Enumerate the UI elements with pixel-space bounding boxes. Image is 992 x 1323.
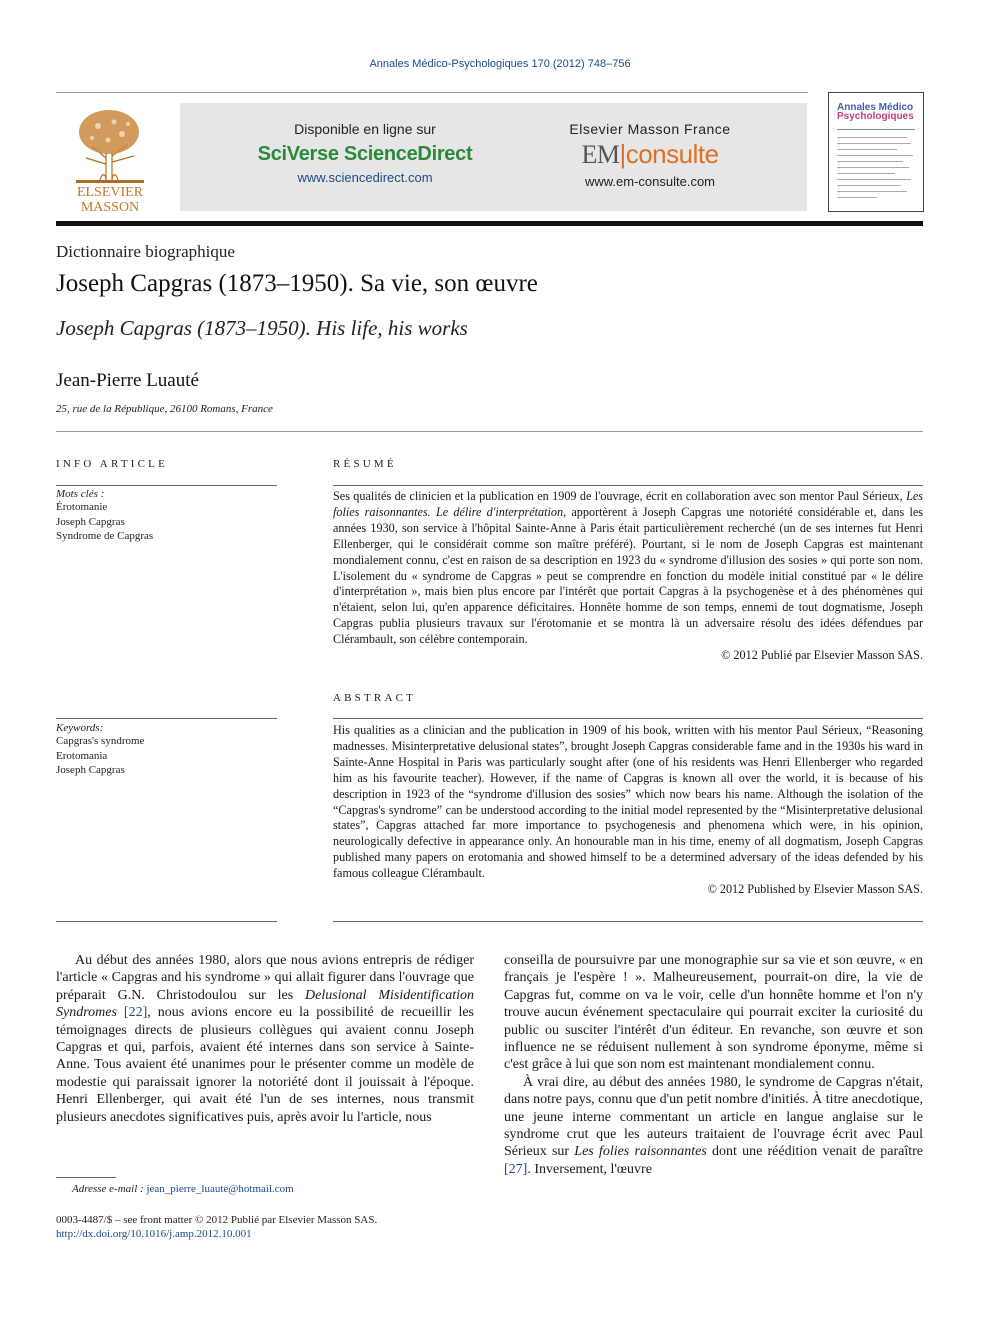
author-name: Jean-Pierre Luauté	[56, 370, 199, 391]
body-column-1	[56, 952, 474, 1126]
section-label: Dictionnaire biographique	[56, 242, 235, 261]
book-title: Les folies raisonnantes. Le délire d'interprétation	[333, 489, 923, 519]
paragraph: À vrai dire, au début des années 1980, le syndrome de Capgras n'était, dans notre pays, connu que d'un petit nombre d'initiés. À titre anecdotique, une jeune interne commentant un article en langue anglaise sur le syndrome crut que les auteurs traitaient de l'ouvrage écrit avec Paul Sérieux sur Les folies raisonnantes dont une réédition venait de paraître [27]. Inversement, l'œuvre	[504, 1074, 923, 1177]
em-logo-part: EM	[581, 140, 620, 169]
keywords-en	[56, 722, 276, 778]
header-divider	[56, 92, 808, 93]
journal-reference[interactable]: Annales Médico-Psychologiques 170 (2012) 748–756	[369, 58, 631, 70]
article-title-fr: Joseph Capgras (1873–1950). Sa vie, son œuvre	[56, 270, 538, 297]
sciencedirect-link[interactable]: www.sciencedirect.com	[297, 170, 433, 185]
abstract-end-rule	[333, 921, 923, 922]
abstract-copyright: © 2012 Published by Elsevier Masson SAS.	[707, 882, 923, 897]
available-online-label: Disponible en ligne sur	[294, 121, 436, 137]
abstract-heading: ABSTRACT	[333, 692, 417, 704]
abstract-rule	[333, 718, 923, 719]
author-email-link[interactable]: jean_pierre_luaute@hotmail.com	[146, 1183, 294, 1195]
header-thick-rule	[56, 221, 923, 226]
svg-text:ELSEVIER: ELSEVIER	[76, 185, 144, 200]
email-footnote	[72, 1183, 294, 1195]
author-affiliation: 25, rue de la République, 26100 Romans, France	[56, 403, 273, 415]
info-article-heading: INFO ARTICLE	[56, 458, 168, 470]
journal-cover-thumbnail[interactable]	[828, 92, 924, 212]
keyword: Joseph Capgras	[56, 764, 125, 776]
reference-link[interactable]: [27]	[504, 1161, 528, 1177]
keyword: Capgras's syndrome	[56, 735, 145, 747]
resume-rule	[333, 485, 923, 486]
article-title-en: Joseph Capgras (1873–1950). His life, his works	[56, 316, 468, 340]
svg-text:MASSON: MASSON	[80, 200, 140, 214]
keyword: Erotomania	[56, 749, 108, 762]
info-rule	[56, 718, 277, 719]
tree-logo-icon	[62, 102, 158, 214]
body-column-2	[504, 952, 923, 1178]
keywords-fr	[56, 488, 276, 544]
keyword: Érotomanie	[56, 501, 108, 513]
consulte-logo-part: consulte	[625, 139, 719, 169]
info-rule	[56, 921, 277, 922]
email-label: Adresse e-mail :	[72, 1183, 144, 1195]
elsevier-masson-logo	[62, 102, 158, 214]
footnote-rule	[56, 1177, 116, 1178]
abstract-body: His qualities as a clinician and the publication in 1909 of his book, written with his mentor Paul Sérieux, “Reasoning madnesses. Misinterpretative delusional states”, brought Joseph Capgras considerable fame and in the 1930s his ward in Sainte-Anne Hospital in Paris was particularly sought after (one of his residents was Henri Ellenberger who regarded him as his favourite teacher). However, if the name of Capgras is known all over the world, it is because of his description in 1923 of the “syndrome d'illusion des sosies” which now bears his name. Although the isolation of the “Capgras's syndrome” can be understood according to the initial model represented by the “Misinterpretative delusional states”, Capgras attached far more importance to psychogenesis and phenomena which were, in his opinion, neurologically defective in appearance only. An honourable man in his time, enemy of all dogmatism, Joseph Capgras published many papers on erotomania and showed himself to be a determined adversary of the ideas defended by his famous colleague Clérambault. © 2012 Published by Elsevier Masson SAS.	[333, 723, 923, 897]
em-consulte-link[interactable]: www.em-consulte.com	[584, 174, 716, 189]
platform-banner	[180, 103, 807, 211]
title-divider	[56, 431, 923, 432]
paragraph: Au début des années 1980, alors que nous avions entrepris de rédiger l'article « Capgras and his syndrome » qui allait figurer dans l'ouvrage que préparait G.N. Christodoulou sur les Delusional Misidentification Syndromes [22], nous avions encore eu la possibilité de recueillir les témoignages directs de plusieurs collègues qui avaient connu Joseph Capgras et qui, parfois, avaient été internes dans son service à Sainte-Anne. Tous avaient été unanimes pour le présenter comme un modèle de modestie qui paraissait ignorer la notoriété dont il jouissait à l'époque. Henri Ellenberger, qui avait été l'un de ses internes, nous transmit plusieurs anecdotes significatives puis, après avoir lu l'article, nous	[56, 953, 474, 1125]
resume-body: Ses qualités de clinicien et la publication en 1909 de l'ouvrage, écrit en collaboration avec son mentor Paul Sérieux, Les folies raisonnantes. Le délire d'interprétation, apportèrent à Joseph Capgras une notoriété considérable et, dans les années 1930, son service à l'hôpital Sainte-Anne à Paris était particulièrement recherché (un de ses internes fut Henri Ellenberger, qui le considérait comme son maître préféré). Pourtant, si le nom de Joseph Capgras est maintenant mondialement connu, c'est en raison de sa description en 1923 du « syndrome d'illusion des sosies » qui porte son nom. L'isolement du « syndrome de Capgras » peut se comprendre en fonction du modèle initial constitué par « le délire d'interprétation », mais bien plus encore par l'intérêt que portait Capgras à la psychogenèse et à des phénomènes qui n'étaient, selon lui, qu'en apparence déficitaires. Honnête homme de son temps, ennemi de tout dogmatisme, Joseph Capgras publia plusieurs travaux sur l'érotomanie et se montra là un adversaire résolu des idées défendues par Clérambault, son célèbre contemporain. © 2012 Publié par Elsevier Masson SAS.	[333, 489, 923, 663]
resume-copyright: © 2012 Publié par Elsevier Masson SAS.	[721, 648, 923, 663]
paragraph: conseilla de poursuivre par une monographie sur sa vie et son œuvre, « en français je l'espère ! ». Malheureusement, pourrait-on dire, la vie de Capgras fut, comme on va le voir, celle d'un honnête homme et l'on n'y trouve aucun événement spectaculaire qui pourrait exciter la curiosité du public ou susciter l'intérêt d'un éditeur. En revanche, son œuvre et son influence ne se réduisent nullement à son syndrome éponyme, même si c'est grâce à lui que son nom est maintenant mondialement connu.	[504, 953, 923, 1073]
elsevier-masson-france-label: Elsevier Masson France	[569, 121, 731, 137]
front-matter-note: 0003-4487/$ – see front matter © 2012 Publié par Elsevier Masson SAS.	[56, 1214, 378, 1226]
info-rule	[56, 485, 277, 486]
doi-link[interactable]: http://dx.doi.org/10.1016/j.amp.2012.10.001	[56, 1228, 252, 1240]
sciverse-sciencedirect-logo: SciVerse ScienceDirect	[257, 143, 473, 165]
resume-heading: RÉSUMÉ	[333, 458, 397, 470]
cover-title: Annales Médico Psychologiques	[837, 102, 914, 122]
keyword: Joseph Capgras	[56, 515, 125, 528]
reference-link[interactable]: [22]	[123, 1005, 148, 1021]
em-consulte-logo: EM|consulte	[581, 139, 719, 169]
mots-cles-label: Mots clés :	[56, 488, 105, 500]
keyword: Syndrome de Capgras	[56, 530, 154, 542]
keywords-label: Keywords:	[56, 722, 104, 734]
